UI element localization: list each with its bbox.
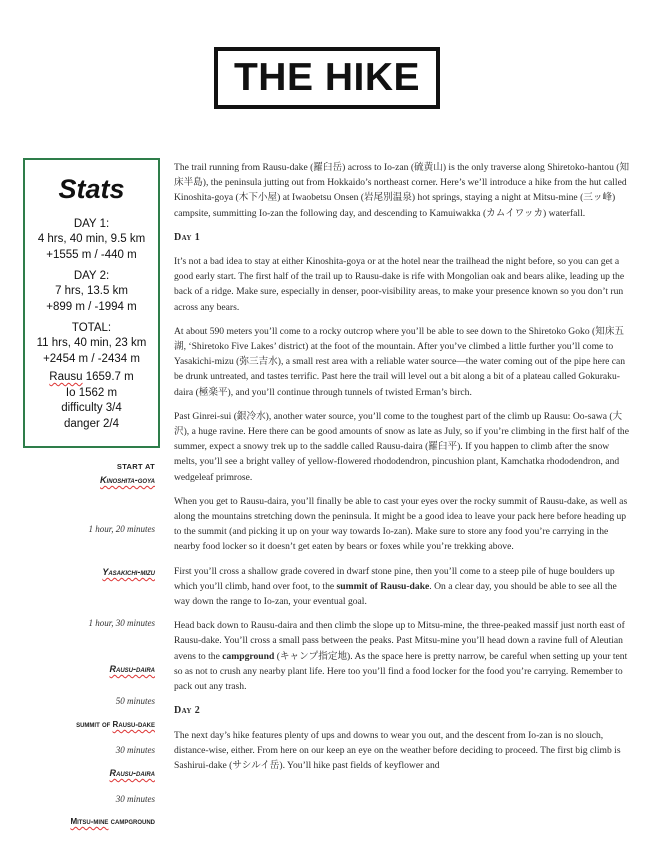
paragraph: When you get to Rausu-daira, you’ll finally be able to cast your eyes over the rocky summit of Rausu-dake, as well as along the mountains stretching down the peninsula. It might be a good idea to leave your pack here before heading up to the summit (and picking it up on your way towards Io-zan). Make sure to store any food you’re carrying in the nearby food locker so it doesn’t get eaten by bears or foxes while you’re trekking above. [174,495,628,553]
timeline-stop-kinoshita-goya [100,475,155,485]
emphasis-campground: campground [222,650,275,662]
text-run: First you’ll cross a shallow grade covered in dwarf stone pine, then you’ll come to a steep pile of huge boulders up which you’ll climb, hand over foot, to the [174,565,615,592]
timeline-stop-rausu-daira [110,664,156,674]
stats-heading: Stats [58,174,125,204]
segment-duration: 50 minutes [115,696,155,706]
text-run: (キャンプ指定地). As the space here is pretty narrow, be careful when setting up your tent so as not to crush any nearby plant life. Here too you’ll find a food locker for the food you’re carrying. Remember to pack out any trash. [174,650,628,693]
rausu-name: Rausu [49,371,83,383]
paragraph: Past Ginrei-sui (銀冷水), another water source, you’ll come to the toughest part of the climb up Rausu: Oo-sawa (大沢), a huge ravine. Here there can be good amounts of snow as late as July, so if you’re climbing in the first half of the summer, expect a snowy trek up to the saddle called Rausu-daira (羅臼平). If you happen to climb after the snow melts, you’ll see a bright valley of yellow-flowered rhododendron, pincushion plant, Kamchatka rhododendron, and wedgeleaf primrose. [174,410,629,483]
day2-heading: Day 2 [174,705,201,717]
stop-name: Mitsu-mine [70,817,109,826]
day2-elevation: +899 m / -1994 m [46,300,137,313]
article-body [174,160,630,782]
timeline-stop-rausu-daira-return [110,768,156,778]
timeline-stop-mitsu-mine [70,817,155,826]
text-run: Head back down to Rausu-daira and then climb the slope up to Mitsu-mine, the three-peaked massif just north east of Rausu-dake. You’ll cross a small pass between the peaks. Past Mitsu-mine you’ll head down a ravine full of Aleutian avens to the [174,620,625,662]
rausu-height-value: 1659.7 m [82,371,134,383]
timeline-stop-yasakichi-mizu [102,567,155,577]
segment-duration: 1 hour, 20 minutes [88,524,155,534]
segment-duration: 1 hour, 30 minutes [88,618,155,628]
stop-name: Rausu-daira [109,664,155,674]
title-box [214,47,440,109]
paragraph: It’s not a bad idea to stay at either Kinoshita-goya or at the hotel near the trailhead the night before, so you can get a good early start. The first half of the trail up to Rausu-dake is rife with Mongolian oak and bears alike, leading up the back of a ridge. Make sure, especially in denser, poor-visibility areas, to make your presence known so you don’t run across any bears. [174,256,625,313]
stop-name: Yasakichi-mizu [102,567,155,577]
stats-panel [23,158,160,448]
page-title: THE HIKE [233,56,420,99]
emphasis-summit: summit of Rausu-dake [336,580,430,592]
total-label: TOTAL: [71,322,112,334]
rausu-height [25,370,158,386]
total-elevation: +2454 m / -2434 m [43,352,140,365]
segment-duration: 30 minutes [115,745,155,755]
text-run: . On a clear day, you should be able to see all the way down the range to Io-zan, your eventual goal. [174,580,617,608]
io-height: Io 1562 m [65,386,118,399]
paragraph: The next day’s hike features plenty of ups and downs to wear you out, and the descent from Io-zan is no slouch, distance-wise, either. From here on our keep an eye on the weather before deciding to proceed. The first big climb is Sashirui-dake (サシルイ岳). You’ll hike past fields of keyflower and [174,729,621,771]
paragraph [174,618,630,694]
stop-prefix: summit of [76,720,113,729]
stop-suffix: campground [108,817,155,826]
stop-name: Kinoshita-goya [100,475,155,485]
danger: danger 2/4 [64,417,119,430]
day1-heading: Day 1 [174,231,201,243]
day2-label: DAY 2: [73,270,110,282]
segment-duration: 30 minutes [115,794,155,804]
paragraph: At about 590 meters you’ll come to a rocky outcrop where you’ll be able to see down to the Shiretoko Goko (知床五湖, ‘Shiretoko Five Lakes’ district) at the foot of the mountain. After you’ve climbed a little further you’ll come to Yasakichi-mizu (弥三吉水), a small rest area with a reliable water source—the water coming out of the pipe here can be drunk untreated, and tastes terrific. Past here the trail will level out a bit along a bit of a plateau called Gokuraku-daira (極楽平), and you’ll continue through tunnels of twisted Erman’s birch. [174,325,626,398]
day1-elevation: +1555 m / -440 m [46,248,137,261]
day1-label: DAY 1: [73,218,110,230]
total-time: 11 hrs, 40 min, 23 km [36,337,147,349]
start-label: START AT [116,462,155,471]
timeline-stop-summit [76,720,155,729]
difficulty: difficulty 3/4 [61,402,122,414]
intro-paragraph: The trail running from Rausu-dake (羅臼岳) across to Io-zan (硫黄山) is the only traverse along Shiretoko-hantou (知床半島), the peninsula jutting out from Hokkaido’s northeast corner. Here’s we’ll introduce a hike from the hut called Kinoshita-goya (木下小屋) at Iwaobetsu Onsen (岩尾別温泉) hot springs, staying a night at Mitsu-mine (三ッ峰) campsite, summitting Io-zan the following day, and descending to Kamuiwakka (カムイワッカ) waterfall. [174,162,630,219]
day2-time: 7 hrs, 13.5 km [55,285,128,297]
paragraph [174,564,630,610]
stop-name: Rausu-daira [109,768,155,778]
stop-name: Rausu-dake [112,720,155,729]
day1-time: 4 hrs, 40 min, 9.5 km [37,233,146,245]
